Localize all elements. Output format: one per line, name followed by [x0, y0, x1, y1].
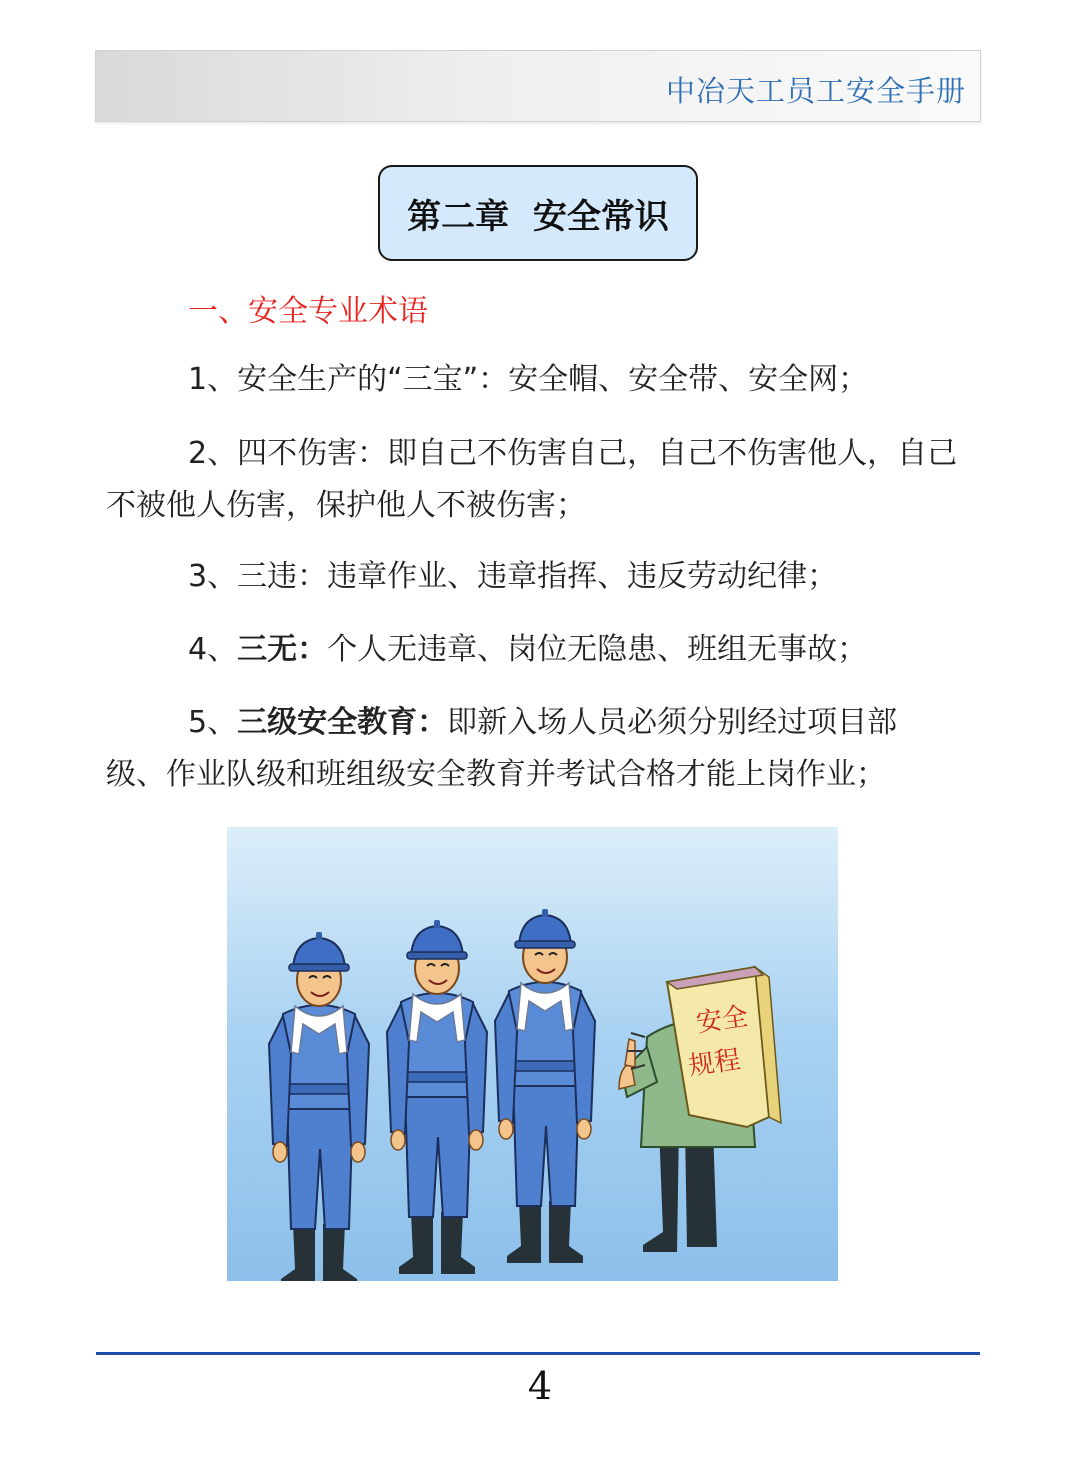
item-term: 三级安全教育：: [237, 705, 448, 740]
header-bar: [95, 50, 981, 122]
item-text: 三违：违章作业、违章指挥、违反劳动纪律；: [237, 559, 838, 594]
rulebook-text-line1: 安全: [694, 1001, 750, 1039]
item-number: 1、: [188, 362, 238, 397]
list-item-5: [106, 697, 946, 801]
section-heading: 一、安全专业术语: [188, 294, 428, 329]
item-number: 5、: [188, 705, 238, 740]
item-text: 四不伤害：即自己不伤害自己，自己不伤害他人，自己不被他人伤害，保护他人不被伤害；: [106, 436, 958, 523]
rulebook-text-line2: 规程: [686, 1044, 743, 1082]
chapter-title: 第二章 安全常识: [407, 196, 669, 237]
item-text: 个人无违章、岗位无隐患、班组无事故；: [327, 632, 868, 667]
page-number: 4: [527, 1364, 553, 1408]
item-text: 安全生产的“三宝”：安全帽、安全带、安全网；: [237, 362, 869, 397]
item-number: 2、: [188, 436, 238, 471]
item-term: 三无：: [237, 632, 328, 667]
chapter-title-box: [378, 165, 698, 261]
item-number: 4、: [188, 632, 238, 667]
list-item-2: [106, 428, 976, 532]
header-title: 中冶天工员工安全手册: [665, 74, 966, 108]
safety-illustration: [227, 827, 838, 1281]
list-item-1: [106, 354, 976, 406]
list-item-3: [106, 551, 976, 603]
list-item-4: [106, 624, 976, 676]
footer-divider: [96, 1352, 980, 1355]
item-number: 3、: [188, 559, 238, 594]
item-text: 即新入场人员必须分别经过项目部级、作业队级和班组级安全教育并考试合格才能上岗作业；: [106, 705, 898, 792]
